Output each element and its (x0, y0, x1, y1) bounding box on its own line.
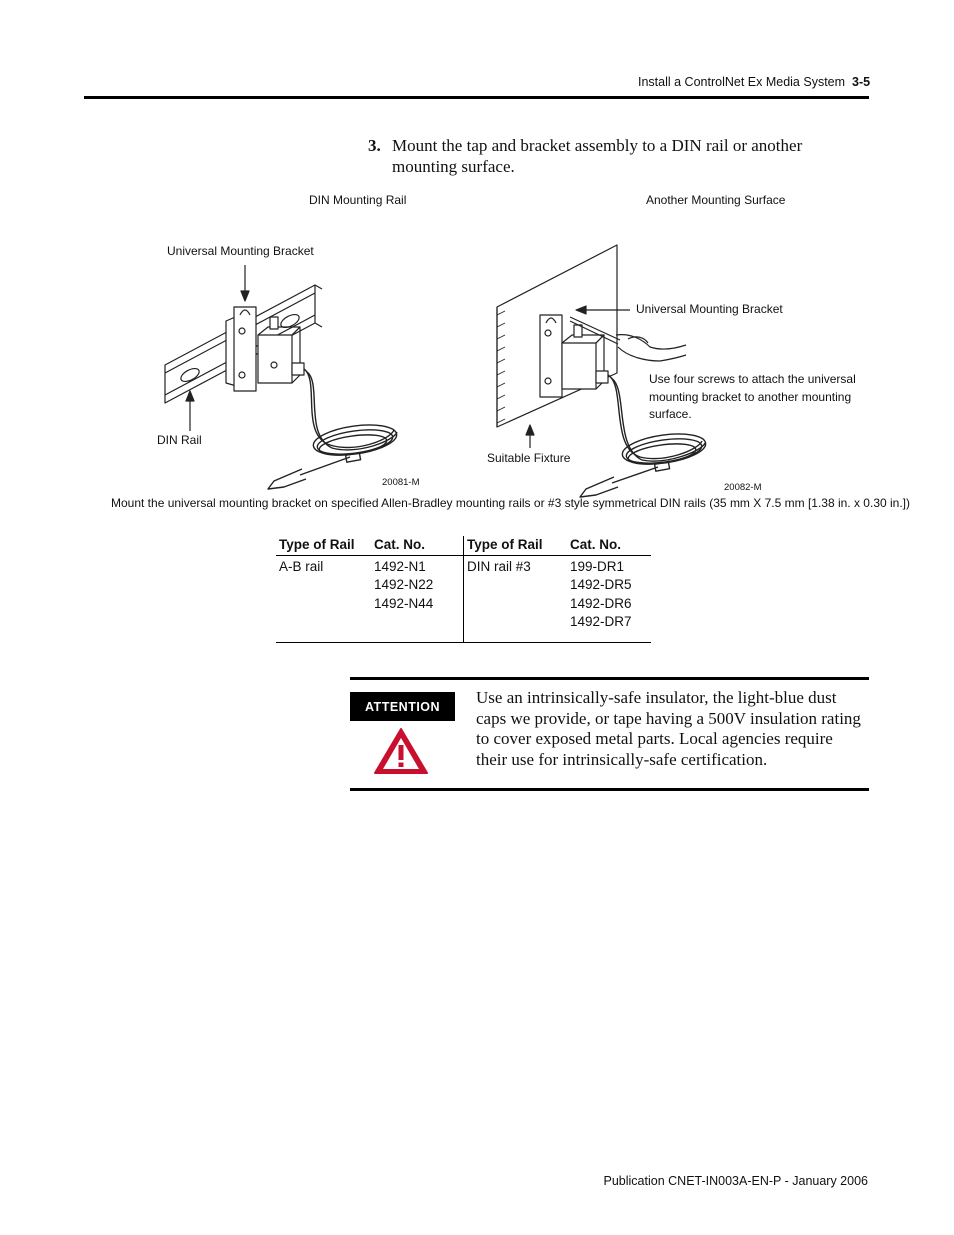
step-text: Mount the tap and bracket assembly to a DIN rail or another mounting surface. (392, 136, 803, 176)
mounting-illustration (150, 235, 730, 500)
cat-b-item: 1492-DR6 (570, 595, 632, 611)
right-note-line-2: mounting bracket to another mounting (649, 389, 852, 404)
cat-b-item: 199-DR1 (570, 559, 625, 574)
suitable-fixture-label: Suitable Fixture (487, 451, 571, 465)
attention-bottom-rule (350, 788, 869, 791)
cat-a-item: 1492-N1 (374, 559, 426, 574)
right-bracket-label: Universal Mounting Bracket (636, 302, 783, 316)
cell-type-a: A-B rail (276, 556, 371, 643)
left-bracket-label: Universal Mounting Bracket (167, 244, 314, 258)
col-cat-no-a: Cat. No. (371, 536, 464, 556)
right-note-line-3: surface. (649, 407, 692, 421)
header-rule (84, 96, 869, 99)
cell-type-b: DIN rail #3 (464, 556, 568, 643)
din-rail-label: DIN Rail (157, 433, 202, 447)
cat-b-item: 1492-DR7 (570, 614, 632, 630)
warning-triangle-icon (372, 726, 430, 776)
cell-cat-a (371, 556, 464, 643)
another-mounting-surface-title: Another Mounting Surface (646, 193, 786, 207)
cat-a-item: 1492-N22 (374, 577, 434, 593)
cat-b-item: 1492-DR5 (570, 577, 632, 593)
step-number: 3. (368, 136, 381, 155)
left-figure-id: 20081-M (382, 477, 420, 488)
publication-footer: Publication CNET-IN003A-EN-P - January 2006 (603, 1174, 868, 1188)
table-header-row (276, 536, 651, 556)
cat-a-item: 1492-N44 (374, 595, 434, 611)
attention-text: Use an intrinsically-safe insulator, the light-blue dust caps we provide, or tape having a 500V insulation rating to cover exposed metal parts. Local agencies require their use for intrinsically-safe certification. (476, 688, 861, 769)
col-cat-no-b: Cat. No. (567, 536, 651, 556)
right-figure-id: 20082-M (724, 482, 762, 493)
left-cable-drawing (268, 369, 399, 489)
cell-cat-b (567, 556, 651, 643)
col-type-of-rail-a: Type of Rail (276, 536, 371, 556)
attention-badge: ATTENTION (350, 692, 455, 721)
figure-caption: Mount the universal mounting bracket on specified Allen-Bradley mounting rails or #3 style symmetrical DIN rails (35 mm X 7.5 mm [1.38 in. x 0.30 in.]) (111, 496, 911, 510)
page-number: 3-5 (852, 75, 871, 89)
rail-table (276, 536, 651, 643)
right-note-line-1: Use four screws to attach the universal (649, 372, 856, 386)
col-type-of-rail-b: Type of Rail (464, 536, 568, 556)
running-header-title: Install a ControlNet Ex Media System (638, 75, 846, 89)
right-cable-drawing (580, 375, 708, 497)
din-mounting-rail-title: DIN Mounting Rail (309, 193, 407, 207)
attention-top-rule (350, 677, 869, 680)
table-row (276, 556, 651, 643)
